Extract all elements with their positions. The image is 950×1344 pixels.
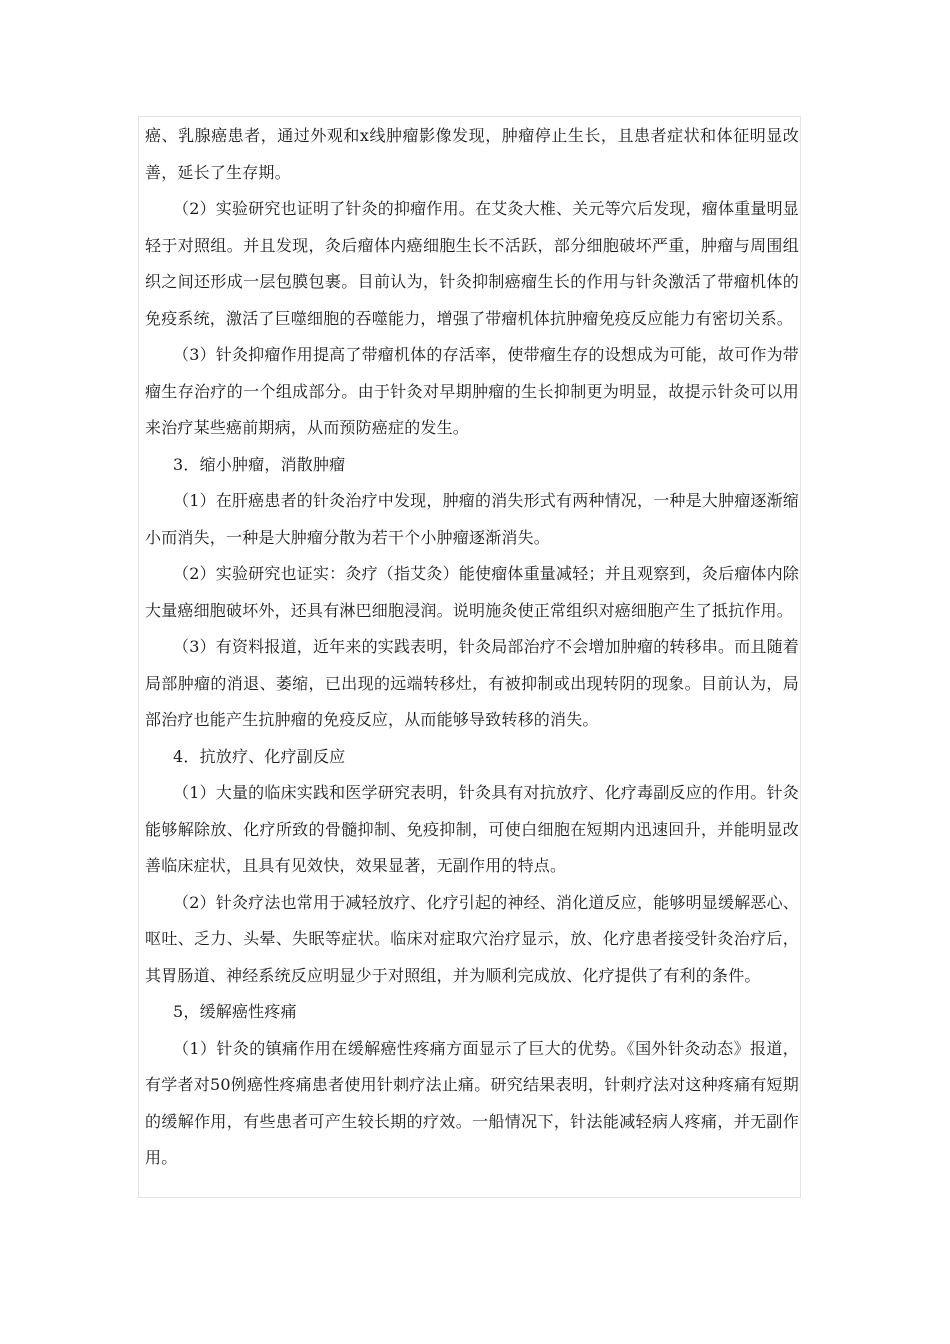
- paragraph-3-1: （1）在肝癌患者的针灸治疗中发现，肿瘤的消失形式有两种情况，一种是大肿瘤逐渐缩小而消失，一种是大肿瘤分散为若干个小肿瘤逐渐消失。: [145, 491, 799, 547]
- paragraph-4-2: （2）针灸疗法也常用于减轻放疗、化疗引起的神经、消化道反应，能够明显缓解恶心、呕吐、乏力、头晕、失眠等症状。临床对症取穴治疗显示，放、化疗患者接受针灸治疗后，其胃肠道、神经系统反应明显少于对照组，并为顺利完成放、化疗提供了有利的条件。: [145, 892, 799, 985]
- section-heading-3: 3．缩小肿瘤，消散肿瘤: [173, 454, 346, 474]
- paragraph-2-2: （2）实验研究也证明了针灸的抑瘤作用。在艾灸大椎、关元等穴后发现，瘤体重量明显轻于对照组。并且发现，灸后瘤体内癌细胞生长不活跃，部分细胞破坏严重，肿瘤与周围组织之间还形成一层包膜包裹。目前认为，针灸抑制癌瘤生长的作用与针灸激活了带瘤机体的免疫系统，激活了巨噬细胞的吞噬能力，增强了带瘤机体抗肿瘤免疫反应能力有密切关系。: [145, 199, 799, 328]
- paragraph-3-3: （3）有资料报道，近年来的实践表明，针灸局部治疗不会增加肿瘤的转移串。而且随着局部肿瘤的消退、萎缩，已出现的远端转移灶，有被抑制或出现转阴的现象。目前认为，局部治疗也能产生抗肿瘤的免疫反应，从而能够导致转移的消失。: [145, 637, 799, 729]
- section-heading-4: 4．抗放疗、化疗副反应: [173, 746, 346, 766]
- paragraph-continuation: 癌、乳腺癌患者，通过外观和x线肿瘤影像发现，肿瘤停止生长，且患者症状和体征明显改善，延长了生存期。: [145, 126, 799, 182]
- paragraph-2-3: （3）针灸抑瘤作用提高了带瘤机体的存活率，使带瘤生存的设想成为可能，故可作为带瘤生存治疗的一个组成部分。由于针灸对早期肿瘤的生长抑制更为明显，故提示针灸可以用来治疗某些癌前期病，从而预防癌症的发生。: [145, 345, 799, 437]
- document-body: [145, 118, 799, 1177]
- section-heading-5: 5，缓解癌性疼痛: [173, 1002, 297, 1021]
- paragraph-5-1: （1）针灸的镇痛作用在缓解癌性疼痛方面显示了巨大的优势。《国外针灸动态》报道，有学者对50例癌性疼痛患者使用针刺疗法止痛。研究结果表明，针刺疗法对这种疼痛有短期的缓解作用，有些患者可产生较长期的疗效。一船情况下，针法能减轻病人疼痛，并无副作用。: [145, 1038, 799, 1167]
- paragraph-4-1: （1）大量的临床实践和医学研究表明，针灸具有对抗放疗、化疗毒副反应的作用。针灸能够解除放、化疗所致的骨髓抑制、免疫抑制，可使白细胞在短期内迅速回升，并能明显改善临床症状，且具有见效快，效果显著，无副作用的特点。: [145, 783, 799, 875]
- paragraph-3-2: （2）实验研究也证实：灸疗（指艾灸）能使瘤体重量减轻；并且观察到，灸后瘤体内除大量癌细胞破坏外，还具有淋巴细胞浸润。说明施灸使正常组织对癌细胞产生了抵抗作用。: [145, 564, 799, 620]
